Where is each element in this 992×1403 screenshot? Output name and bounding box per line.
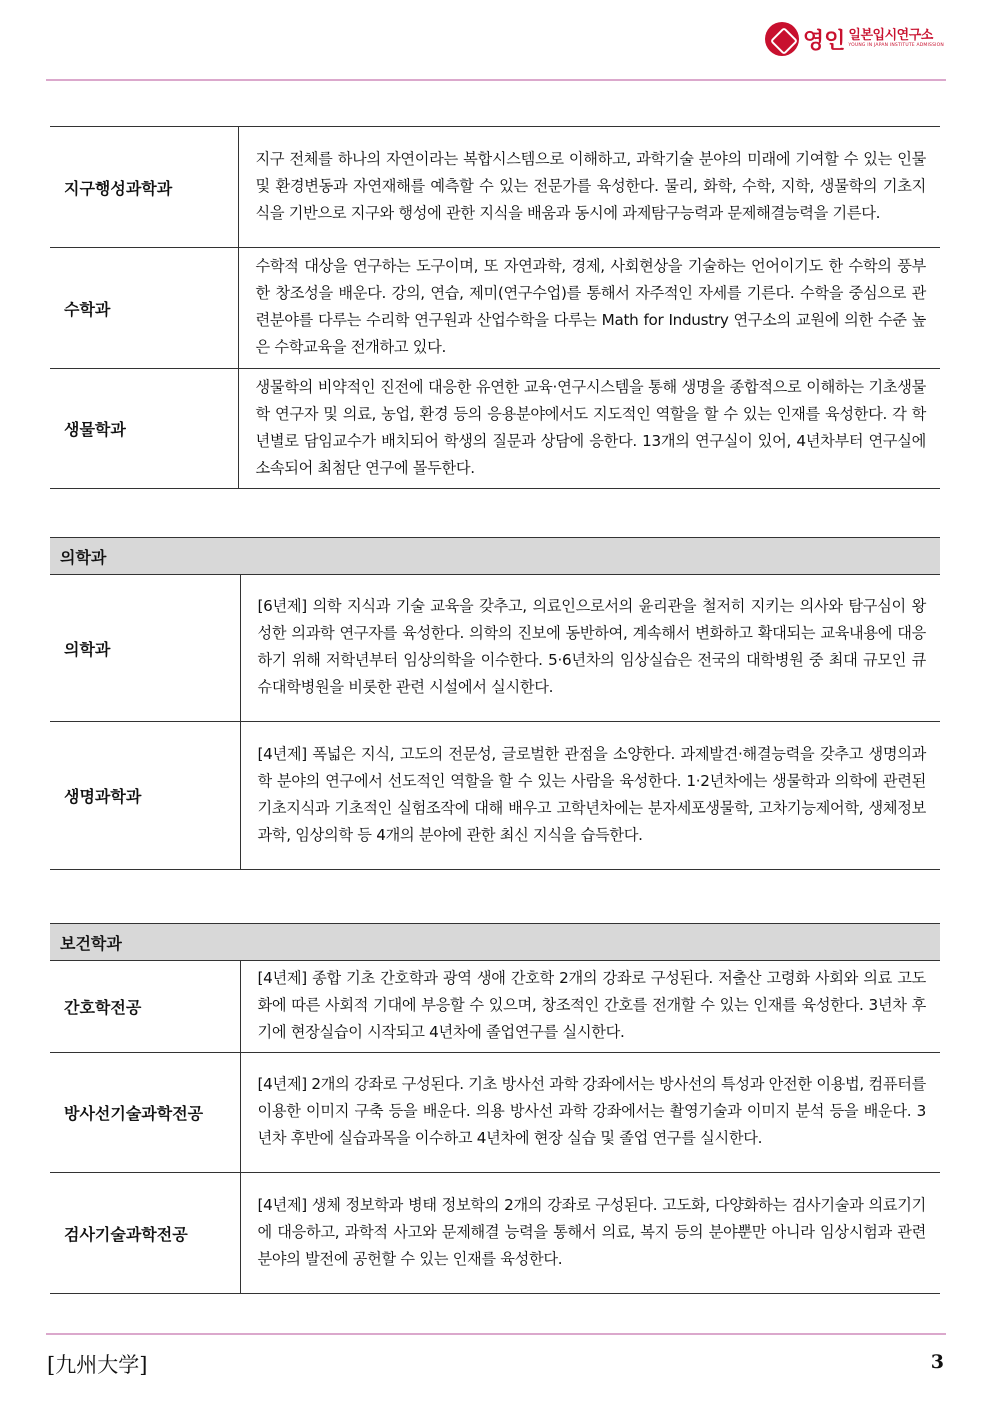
department-description: [4년제] 종합 기초 간호학과 광역 생애 간호학 2개의 강좌로 구성된다. 저출산 고령화 사회와 의료 고도화에 따른 사회적 기대에 부응할 수 있으며, 창조적인 간호를 전개할 수 있는 인재를 육성한다. 3년차 후기에 현장실습이 시작되고 4년차에 졸업연구를 실시한다.	[257, 969, 926, 1041]
department-name: 검사기술과학전공	[50, 1173, 240, 1294]
table-row	[50, 1053, 940, 1173]
brand-logo	[765, 22, 944, 56]
section-header	[50, 538, 940, 575]
brand-texts	[848, 29, 944, 49]
page-number: 3	[930, 1351, 944, 1373]
department-description: 지구 전체를 하나의 자연이라는 복합시스템으로 이해하고, 과학기술 분야의 미래에 기여할 수 있는 인물 및 환경변동과 자연재해를 예측할 수 있는 전문가를 육성한다. 물리, 화학, 수학, 지학, 생물학의 기초지식을 기반으로 지구와 행성에 관한 지식을 배움과 동시에 과제탐구능력과 문제해결능력을 기른다.	[255, 149, 926, 222]
brand-name: 영인	[802, 28, 846, 54]
department-name: 생명과학과	[50, 722, 240, 870]
department-description: [6년제] 의학 지식과 기술 교육을 갖추고, 의료인으로서의 윤리관을 철저히 지키는 의사와 탐구심이 왕성한 의과학 연구자를 육성한다. 의학의 진보에 동반하여, 계속해서 변화하고 확대되는 교육내용에 대응하기 위해 저학년부터 임상의학을 이수한다. 5·6년차의 임상실습은 전국의 대학병원 중 최대 규모인 큐슈대학병원을 비롯한 관련 시설에서 실시한다.	[257, 597, 926, 696]
section-title: 의학과	[50, 538, 940, 575]
table-row	[50, 575, 940, 722]
department-description: [4년제] 2개의 강좌로 구성된다. 기초 방사선 과학 강좌에서는 방사선의 특성과 안전한 이용법, 컴퓨터를 이용한 이미지 구축 등을 배운다. 의용 방사선 과학 강좌에서는 촬영기술과 이미지 분석 등을 배운다. 3년차 후반에 실습과목을 이수하고 4년차에 현장 실습 및 졸업 연구를 실시한다.	[257, 1075, 926, 1147]
table-row	[50, 961, 940, 1053]
department-name: 수학과	[50, 248, 238, 369]
footer-university: [九州大学]	[47, 1353, 148, 1377]
table-row	[50, 369, 940, 489]
brand-name-en: YOUNG IN JAPAN INSTITUTE ADMISSION	[848, 43, 944, 49]
department-description: 생물학의 비약적인 진전에 대응한 유연한 교육·연구시스템을 통해 생명을 종합적으로 이해하는 기초생물학 연구자 및 의료, 농업, 환경 등의 응용분야에서도 지도적인 역할을 할 수 있는 인재를 육성한다. 각 학년별로 담임교수가 배치되어 학생의 질문과 상담에 응한다. 13개의 연구실이 있어, 4년차부터 연구실에 소속되어 최첨단 연구에 몰두한다.	[255, 377, 926, 477]
department-description: [4년제] 폭넓은 지식, 고도의 전문성, 글로벌한 관점을 소양한다. 과제발견·해결능력을 갖추고 생명의과학 분야의 연구에서 선도적인 역할을 할 수 있는 사람을 육성한다. 1·2년차에는 생물학과 의학에 관련된 기초지식과 기초적인 실험조작에 대해 배우고 고학년차에는 분자세포생물학, 고차기능제어학, 생체정보과학, 임상의학 등 4개의 분야에 관한 최신 지식을 습득한다.	[257, 744, 926, 844]
department-table-health	[50, 923, 940, 1294]
department-name: 간호학전공	[50, 961, 240, 1053]
department-name: 지구행성과학과	[50, 127, 238, 248]
section-title: 보건학과	[50, 924, 940, 961]
brand-name-kr: 일본입시연구소	[848, 28, 933, 44]
header-divider	[46, 79, 946, 81]
brand-emblem-icon	[765, 22, 799, 56]
table-row	[50, 1173, 940, 1294]
department-name: 의학과	[50, 575, 240, 722]
department-table-science	[50, 126, 940, 489]
department-name: 방사선기술과학전공	[50, 1053, 240, 1173]
section-header	[50, 924, 940, 961]
department-name: 생물학과	[50, 369, 238, 489]
table-row	[50, 722, 940, 870]
department-description: 수학적 대상을 연구하는 도구이며, 또 자연과학, 경제, 사회현상을 기술하는 언어이기도 한 수학의 풍부한 창조성을 배운다. 강의, 연습, 제미(연구수업)를 통해서 자주적인 자세를 기른다. 수학을 중심으로 관련분야를 다루는 수리학 연구원과 산업수학을 다루는 Math for Industry 연구소의 교원에 의한 수준 높은 수학교육을 전개하고 있다.	[255, 257, 926, 356]
department-table-medicine	[50, 537, 940, 870]
table-row	[50, 248, 940, 369]
footer-divider	[46, 1333, 946, 1335]
table-row	[50, 127, 940, 248]
department-description: [4년제] 생체 정보학과 병태 정보학의 2개의 강좌로 구성된다. 고도화, 다양화하는 검사기술과 의료기기에 대응하고, 과학적 사고와 문제해결 능력을 통해서 의료, 복지 등의 분야뿐만 아니라 임상시험과 관련 분야의 발전에 공헌할 수 있는 인재를 육성한다.	[257, 1195, 926, 1268]
